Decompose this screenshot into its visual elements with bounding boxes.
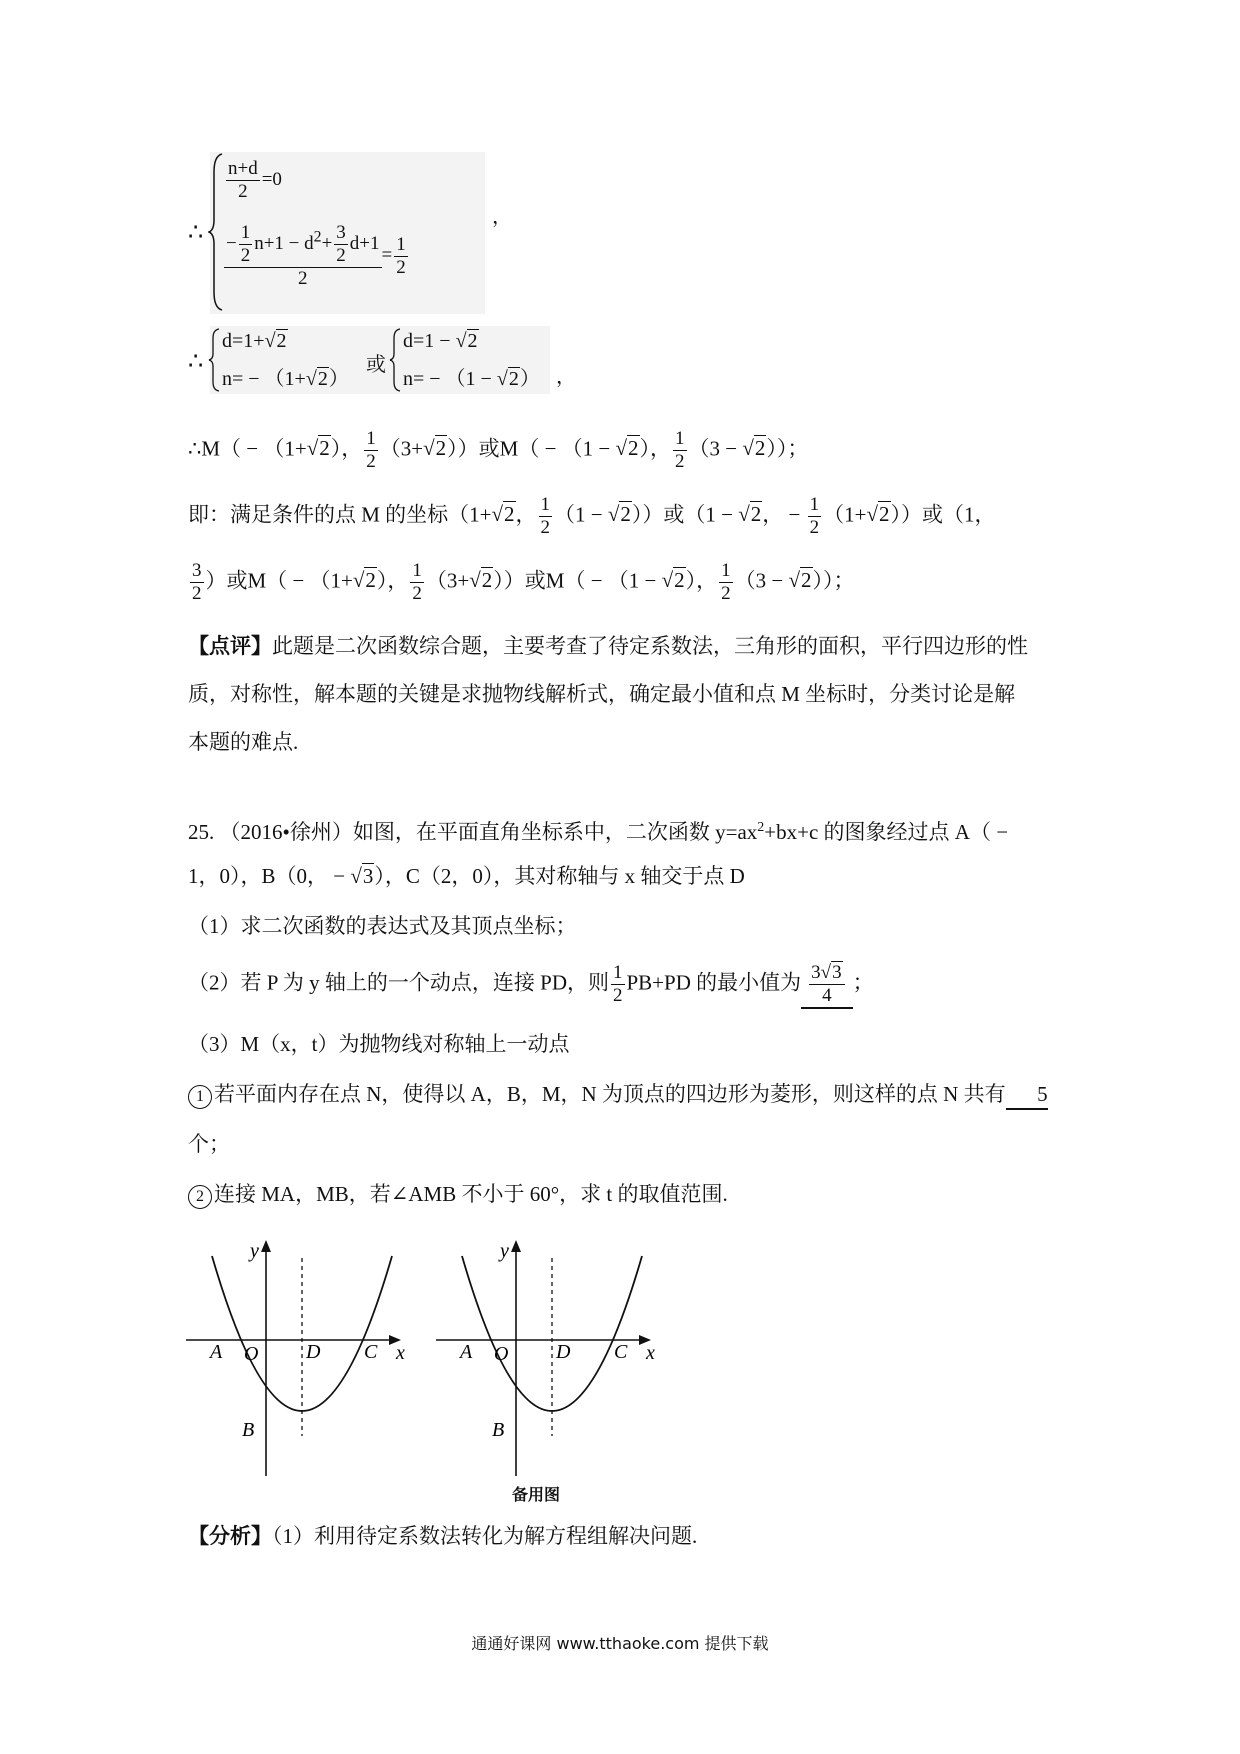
comment-paragraph: 【点评】此题是二次函数综合题，主要考查了待定系数法，三角形的面积，平行四边形的性 质，对称性，解本题的关键是求抛物线解析式，确定最小值和点 M 坐标时，分类讨论是解 本题的难点. [188, 634, 1028, 754]
q25-line-2: 1，0），B（0， − √3），C（2，0），其对称轴与 x 轴交于点 D [188, 864, 745, 888]
answer-blank: $\frac{3√3}{4}$ [801, 962, 852, 1009]
page-footer: 通通好课网 www.tthaoke.com 提供下载 [471, 1634, 769, 1653]
comma: ， [492, 206, 512, 228]
left-brace [389, 328, 401, 392]
summary-line-2: $\frac{3}{2}$ ）或M（ − （1+√2）， $\frac{1}{2}$ （3+√2））或M（ − （1 − √2）， $\frac{1}{2}$ （3 − √2））； [192, 560, 855, 604]
point-c-label: C [364, 1341, 378, 1363]
parabola-figure [186, 1236, 416, 1481]
analysis-tag: 【分析】 [188, 1524, 272, 1548]
point-a-label: A [460, 1341, 473, 1363]
point-d-label: D [556, 1341, 571, 1363]
sys2-a2: n= − （1+√2） [222, 368, 349, 390]
circled-number: 1 [188, 1085, 212, 1109]
origin-label: O [494, 1343, 509, 1365]
summary-line-1: 即：满足条件的点 M 的坐标（1+√2， $\frac{1}{2}$ （1 − √2））或（1 − √2， − $\frac{1}{2}$ （1+√2））或（1， [188, 494, 996, 538]
comma: ， [556, 366, 576, 388]
q25-line-1: 25. （2016•徐州）如图，在平面直角坐标系中，二次函数 $y=ax^2+bx+c$ 的图象经过点 A（ − [188, 820, 1009, 844]
parabola-figure-backup [436, 1236, 666, 1481]
q25-part-3: （3）M（x，t）为抛物线对称轴上一动点 [188, 1032, 570, 1056]
x-axis-label: x [646, 1342, 655, 1364]
analysis-line: 【分析】（1）利用待定系数法转化为解方程组解决问题. [188, 1524, 698, 1548]
point-b-label: B [492, 1419, 505, 1441]
y-axis-label: y [250, 1240, 259, 1262]
m-coordinates-line: ∴M（ − （1+√2）， $\frac{1}{2}$ （3+√2））或M（ − （1 − √2）， $\frac{1}{2}$ （3 − √2））； [188, 428, 809, 472]
comment-tag: 【点评】 [188, 634, 272, 658]
point-d-label: D [306, 1341, 321, 1363]
q25-part-1: （1）求二次函数的表达式及其顶点坐标； [188, 914, 577, 938]
sys2-a1: d=1+√2 [222, 330, 287, 352]
sys1-eq2: − $\frac{1}{2}$ $n+1 - d^2+$ $\frac{3}{2}$ d+1 2 = $\frac{1}{2}$ [226, 222, 406, 289]
left-brace [208, 328, 220, 392]
backup-figure-caption: 备用图 [512, 1485, 561, 1504]
q25-part-3-2: 2 连接 MA，MB，若∠AMB 不小于 60°，求 t 的取值范围. [188, 1180, 728, 1209]
therefore-symbol: ∴ [188, 220, 204, 246]
point-a-label: A [210, 1341, 223, 1363]
or-text: 或 [366, 354, 386, 376]
therefore-symbol: ∴ [188, 349, 204, 375]
point-b-label: B [242, 1419, 255, 1441]
x-axis-label: x [396, 1342, 405, 1364]
q25-part-3-1: 1 若平面内存在点 N，使得以 A，B，M，N 为顶点的四边形为菱形，则这样的点 N 共有 5 [188, 1080, 1048, 1110]
sys2-b1: d=1 − √2 [403, 330, 478, 352]
q25-part-2: （2）若 P 为 y 轴上的一个动点，连接 PD，则 $\frac{1}{2}$ PB+PD 的最小值为 $\frac{3√3}{4}$ ； [188, 962, 874, 1009]
sys1-eq1: $\frac{n+d}{2}$ =0 [228, 158, 282, 202]
circled-number: 2 [188, 1185, 212, 1209]
q25-part-3-1-cont: 个； [188, 1132, 230, 1156]
point-c-label: C [614, 1341, 628, 1363]
y-axis-label: y [500, 1240, 509, 1262]
sys2-b2: n= − （1 − √2） [403, 368, 540, 390]
left-brace [208, 152, 224, 312]
origin-label: O [244, 1343, 259, 1365]
answer-blank: 5 [1006, 1080, 1048, 1110]
